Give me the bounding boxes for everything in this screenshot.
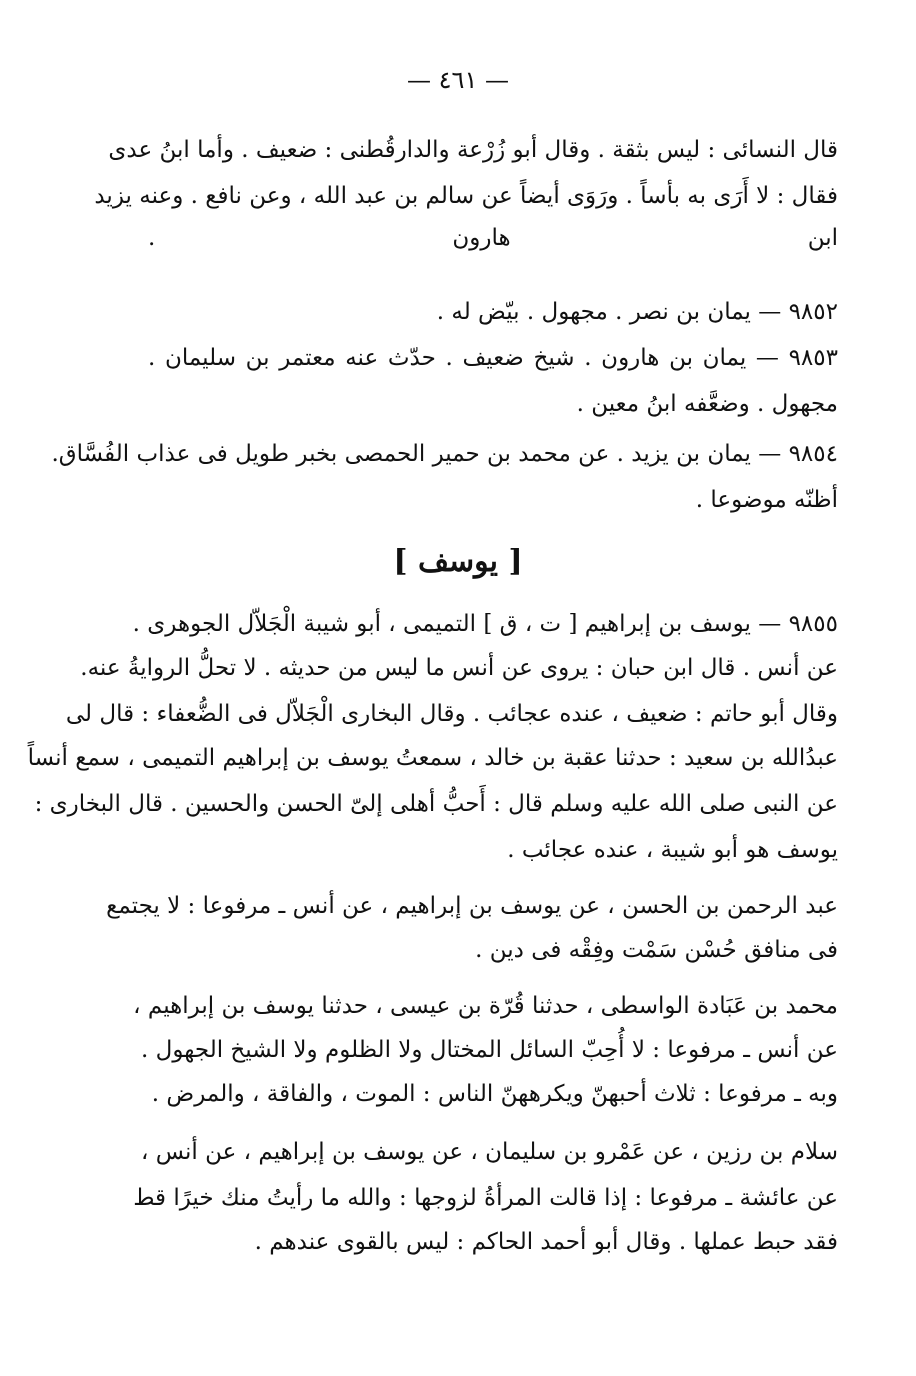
- text-line: عن عائشة ـ مرفوعا : إذا قالت المرأةُ لزوجها : والله ما رأيتُ منك خيرًا قط: [133, 1185, 838, 1211]
- entry-line: ٩٨٥٢ — يمان بن نصر . مجهول . بيّض له .: [436, 299, 838, 325]
- text-line: وقال أبو حاتم : ضعيف ، عنده عجائب . وقال البخارى الْجَلاّل فى الضُّعفاء : قال لى: [65, 701, 838, 727]
- text-line: مجهول . وضعَّفه ابنُ معين .: [576, 391, 838, 417]
- section-heading: [ يوسف ]: [393, 544, 523, 579]
- page-number: — ٤٦١ —: [407, 66, 509, 94]
- text-line: عن أنس . قال ابن حبان : يروى عن أنس ما ليس من حديثه . لا تحلُّ الروايةُ عنه.: [80, 655, 838, 681]
- text-line: عن أنس ـ مرفوعا : لا أُحِبّ السائل المختال ولا الظلوم ولا الشيخ الجهول .: [141, 1037, 838, 1063]
- text-line: فى منافق حُسْن سَمْت وفِقْه فى دين .: [475, 937, 838, 963]
- text-line: محمد بن عَبَادة الواسطى ، حدثنا قُرّة بن عيسى ، حدثنا يوسف بن إبراهيم ،: [133, 993, 838, 1019]
- text-line: يوسف هو أبو شيبة ، عنده عجائب .: [507, 837, 838, 863]
- text-line: سلام بن رزين ، عن عَمْرو بن سليمان ، عن يوسف بن إبراهيم ، عن أنس ،: [140, 1139, 838, 1165]
- text-line: ابن هارون .: [148, 225, 838, 251]
- text-line: فقال : لا أَرَى به بأساً . ورَوَى أيضاً عن سالم بن عبد الله ، وعن نافع . وعنه يزيد: [94, 183, 838, 209]
- text-line: أظنّه موضوعا .: [695, 487, 838, 513]
- entry-line: ٩٨٥٤ — يمان بن يزيد . عن محمد بن حمير الحمصى بخبر طويل فى عذاب الفُسَّاق.: [51, 441, 838, 467]
- entry-line: ٩٨٥٣ — يمان بن هارون . شيخ ضعيف . حدّث عنه معتمر بن سليمان .: [148, 345, 838, 371]
- text-line: فقد حبط عملها . وقال أبو أحمد الحاكم : ليس بالقوى عندهم .: [254, 1229, 838, 1255]
- text-line: وبه ـ مرفوعا : ثلاث أحبهنّ ويكرههنّ الناس : الموت ، والفاقة ، والمرض .: [151, 1081, 838, 1107]
- text-line: عبدُالله بن سعيد : حدثنا عقبة بن خالد ، سمعتُ يوسف بن إبراهيم التميمى ، سمع أنساً: [27, 745, 838, 771]
- entry-line: ٩٨٥٥ — يوسف بن إبراهيم [ ت ، ق ] التميمى ، أبو شيبة الْجَلاّل الجوهرى .: [132, 611, 838, 637]
- text-line: قال النسائى : ليس بثقة . وقال أبو زُرْعة والدارقُطنى : ضعيف . وأما ابنُ عدى: [108, 137, 838, 163]
- text-line: عبد الرحمن بن الحسن ، عن يوسف بن إبراهيم ، عن أنس ـ مرفوعا : لا يجتمع: [106, 893, 838, 919]
- text-line: عن النبى صلى الله عليه وسلم قال : أَحبُّ أهلى إلىّ الحسن والحسين . قال البخارى :: [34, 791, 838, 817]
